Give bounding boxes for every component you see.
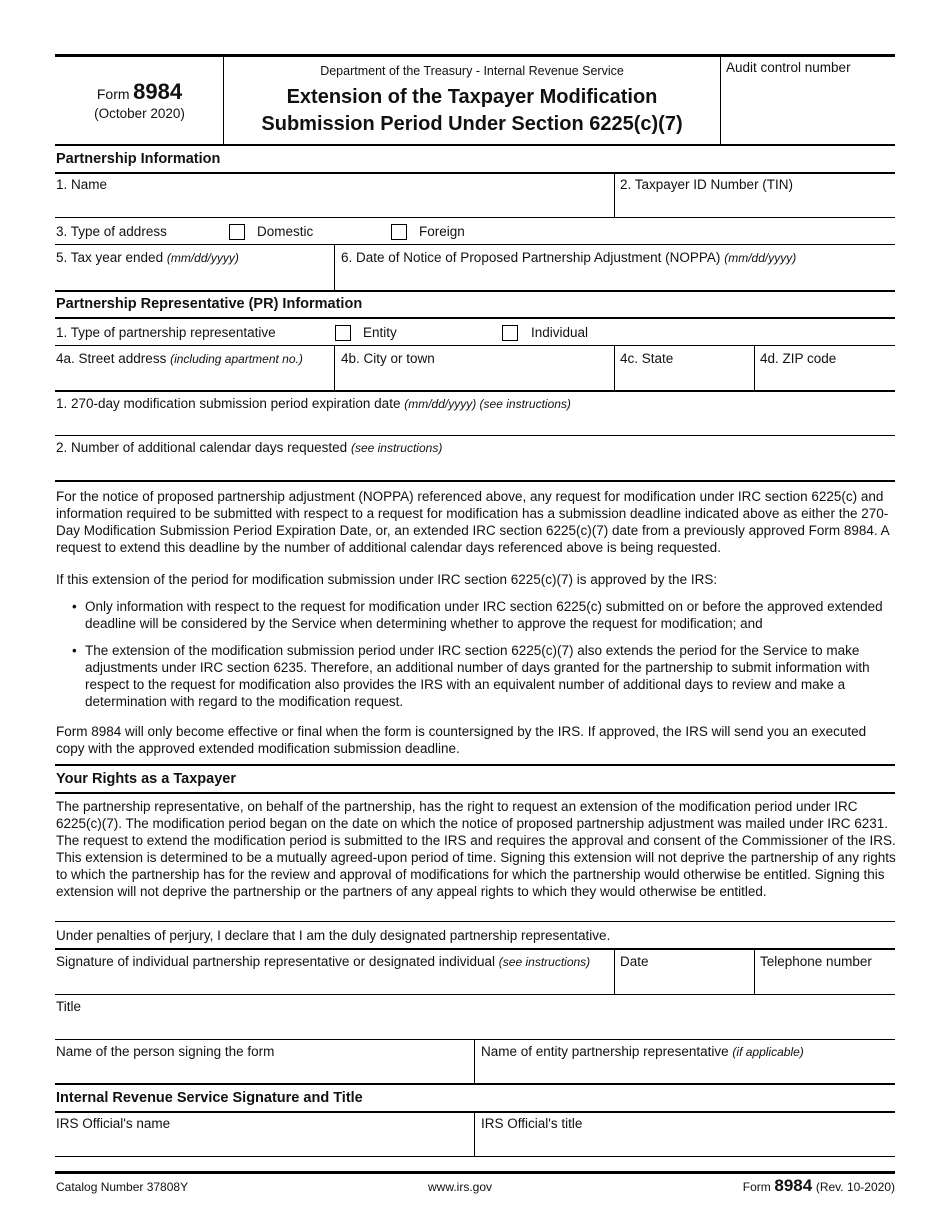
city-state-divider bbox=[614, 346, 615, 390]
tax-year-label-text: 5. Tax year ended bbox=[56, 250, 164, 265]
tax-year-label bbox=[56, 249, 239, 267]
signature-field[interactable] bbox=[56, 971, 612, 993]
phone-label: Telephone number bbox=[760, 954, 872, 969]
catalog-number: Catalog Number 37808Y bbox=[56, 1180, 189, 1194]
audit-control-label: Audit control number bbox=[726, 60, 851, 75]
state-zip-divider bbox=[754, 346, 755, 390]
bullet-dot: • bbox=[72, 599, 77, 614]
partnership-name-field[interactable] bbox=[56, 194, 612, 216]
partnership-section-title: Partnership Information bbox=[56, 151, 221, 167]
date-label: Date bbox=[620, 954, 649, 969]
form-title bbox=[224, 84, 720, 138]
expiration-date-field[interactable] bbox=[56, 413, 894, 434]
footer-form-id bbox=[700, 1175, 895, 1197]
audit-control-field[interactable] bbox=[721, 78, 895, 142]
street-note: (including apartment no.) bbox=[170, 352, 303, 366]
noppa-label-text: 6. Date of Notice of Proposed Partnership Adjustment (NOPPA) bbox=[341, 250, 721, 265]
taxyear-noppa-divider bbox=[334, 245, 335, 290]
bullet-dot: • bbox=[72, 643, 77, 658]
foreign-label: Foreign bbox=[419, 224, 465, 239]
foreign-checkbox[interactable] bbox=[391, 224, 407, 240]
pr-section-rule bbox=[55, 317, 895, 319]
irs-section-rule bbox=[55, 1111, 895, 1113]
domestic-checkbox[interactable] bbox=[229, 224, 245, 240]
noppa-paragraph: For the notice of proposed partnership adjustment (NOPPA) referenced above, any request for modification under IRC section 6225(c) and information required to be submitted with respect to a request for modification has a submission deadline indicated above as either the 270-Day Modification Submission Period Expiration Date, or, an extended IRC section 6225(c)(7) date from a previously approved Form 8984. A request to extend this deadline by the number of additional calendar days referenced above is being requested. bbox=[56, 489, 889, 555]
header-bottom-rule bbox=[55, 144, 895, 146]
bullet-text-2: The extension of the modification submission period under IRC section 6225(c)(7) also extends the period for the Service to make adjustments under IRC section 6235. Therefore, an additional number of days granted for the partnership to submit information with respect to the request for modification also provides the IRS with an equivalent number of additional days to review and make a determination with regard to the modification request. bbox=[85, 643, 870, 709]
rights-top-rule bbox=[55, 764, 895, 766]
tin-label: 2. Taxpayer ID Number (TIN) bbox=[620, 177, 794, 192]
date-field[interactable] bbox=[616, 971, 753, 993]
individual-checkbox[interactable] bbox=[502, 325, 518, 341]
form-word: Form bbox=[96, 86, 130, 102]
entity-name-note: (if applicable) bbox=[732, 1045, 804, 1059]
entity-name-label bbox=[481, 1043, 804, 1061]
signer-rule bbox=[55, 1083, 895, 1085]
signature-rule bbox=[55, 994, 895, 995]
footer-revision: (Rev. 10-2020) bbox=[815, 1180, 895, 1194]
rights-bottom-rule bbox=[55, 921, 895, 922]
pr-type-label: 1. Type of partnership representative bbox=[56, 325, 276, 340]
expiration-label-text: 1. 270-day modification submission period expiration date bbox=[56, 396, 401, 411]
row-rule-1 bbox=[55, 217, 895, 218]
bullet-text-1: Only information with respect to the request for modification under IRC section 6225(c) submitted on or before the approved extended deadline will be considered by the Service when determining whether to approve the request for modification; and bbox=[85, 599, 883, 631]
signature-note: (see instructions) bbox=[498, 955, 591, 969]
row-rule-5 bbox=[55, 390, 895, 392]
name-entity-divider bbox=[474, 1040, 475, 1084]
irs-official-name-label: IRS Official's name bbox=[56, 1116, 171, 1131]
phone-field[interactable] bbox=[756, 971, 894, 993]
address-type-label: 3. Type of address bbox=[56, 224, 167, 239]
noppa-format: (mm/dd/yyyy) bbox=[724, 251, 797, 265]
individual-label: Individual bbox=[531, 325, 589, 340]
city-label: 4b. City or town bbox=[341, 351, 435, 366]
irs-official-title-field[interactable] bbox=[476, 1133, 894, 1155]
top-rule bbox=[55, 54, 895, 57]
row-rule-6 bbox=[55, 435, 895, 436]
rights-section-rule bbox=[55, 792, 895, 794]
rights-paragraph: The partnership representative, on behalf of the partnership, has the right to request an extension of the modification period under IRC 6225(c)(7). The modification period began on the date on which the notice of proposed partnership adjustment was mailed under IRC 6231. The request to extend the modification period is submitted to the IRS and requires the approval and consent of the Commissioner of the IRS. This extension is determined to be a mutually agreed-upon period of time. Signing this extension will not deprive the partnership of any rights to which the partnership has for the review and approval of modifications for which the partnership would otherwise be entitled. Signing this extension will not deprive the partnership or the partners of any appeal rights to which they would otherwise be entitled. bbox=[56, 799, 896, 899]
form-title-line1: Extension of the Taxpayer Modification bbox=[286, 86, 658, 108]
days-label-text: 2. Number of additional calendar days requested bbox=[56, 440, 348, 455]
form-date: (October 2020) bbox=[94, 105, 185, 121]
irs-official-title-label: IRS Official's title bbox=[481, 1116, 583, 1131]
department-name: Department of the Treasury - Internal Revenue Service bbox=[320, 64, 624, 78]
days-note: (see instructions) bbox=[350, 441, 443, 455]
noppa-label bbox=[341, 249, 796, 267]
street-label bbox=[56, 350, 303, 368]
tax-year-field[interactable] bbox=[56, 267, 332, 289]
title-rule bbox=[55, 1039, 895, 1040]
zip-field[interactable] bbox=[756, 368, 894, 390]
perjury-statement: Under penalties of perjury, I declare that I am the duly designated partnership representative. bbox=[56, 928, 611, 943]
footer-rule bbox=[55, 1171, 895, 1174]
domestic-label: Domestic bbox=[257, 224, 314, 239]
approval-intro: If this extension of the period for modification submission under IRC section 6225(c)(7) is approved by the IRS: bbox=[56, 572, 718, 587]
row-rule-7 bbox=[55, 480, 895, 482]
irs-divider bbox=[474, 1113, 475, 1157]
tin-field[interactable] bbox=[616, 194, 894, 216]
tax-year-format: (mm/dd/yyyy) bbox=[166, 251, 239, 265]
partnership-section-rule bbox=[55, 172, 895, 174]
date-phone-divider bbox=[754, 949, 755, 994]
entity-name-label-text: Name of entity partnership representative bbox=[481, 1044, 729, 1059]
pr-section-title: Partnership Representative (PR) Information bbox=[56, 296, 363, 312]
footer-form-number: 8984 bbox=[774, 1176, 813, 1195]
state-field[interactable] bbox=[616, 368, 753, 390]
sig-date-divider bbox=[614, 949, 615, 994]
perjury-rule bbox=[55, 948, 895, 950]
signer-name-field[interactable] bbox=[56, 1061, 472, 1083]
footer-form-word: Form bbox=[742, 1180, 771, 1194]
form-id-block bbox=[56, 78, 223, 122]
entity-name-field[interactable] bbox=[476, 1061, 894, 1083]
days-label bbox=[56, 439, 442, 457]
entity-checkbox[interactable] bbox=[335, 325, 351, 341]
expiration-label bbox=[56, 395, 571, 413]
state-label: 4c. State bbox=[620, 351, 674, 366]
signature-label-text: Signature of individual partnership representative or designated individual bbox=[56, 954, 496, 969]
row-rule-4 bbox=[55, 345, 895, 346]
signature-label bbox=[56, 953, 590, 971]
noppa-date-field[interactable] bbox=[336, 267, 894, 289]
street-field[interactable] bbox=[56, 368, 332, 390]
effective-paragraph: Form 8984 will only become effective or final when the form is countersigned by the IRS. If approved, the IRS will send you an executed copy with the approved extended modification submission deadline. bbox=[56, 724, 867, 756]
days-field[interactable] bbox=[56, 457, 894, 479]
zip-label: 4d. ZIP code bbox=[760, 351, 837, 366]
irs-bottom-rule bbox=[55, 1156, 895, 1157]
partnership-name-label: 1. Name bbox=[56, 177, 108, 192]
name-tin-divider bbox=[614, 173, 615, 217]
irs-section-title: Internal Revenue Service Signature and Title bbox=[56, 1090, 363, 1106]
street-city-divider bbox=[334, 346, 335, 390]
entity-label: Entity bbox=[363, 325, 397, 340]
form-title-line2: Submission Period Under Section 6225(c)(7) bbox=[261, 113, 683, 135]
street-label-text: 4a. Street address bbox=[56, 351, 167, 366]
title-label: Title bbox=[56, 999, 82, 1014]
city-field[interactable] bbox=[336, 368, 612, 390]
signer-name-label: Name of the person signing the form bbox=[56, 1044, 275, 1059]
irs-official-name-field[interactable] bbox=[56, 1133, 472, 1155]
title-field[interactable] bbox=[56, 1016, 894, 1038]
form-number: 8984 bbox=[133, 79, 183, 104]
expiration-note: (mm/dd/yyyy) (see instructions) bbox=[404, 397, 571, 411]
row-rule-3 bbox=[55, 290, 895, 292]
row-rule-2 bbox=[55, 244, 895, 245]
website: www.irs.gov bbox=[427, 1180, 492, 1194]
rights-section-title: Your Rights as a Taxpayer bbox=[56, 771, 236, 787]
